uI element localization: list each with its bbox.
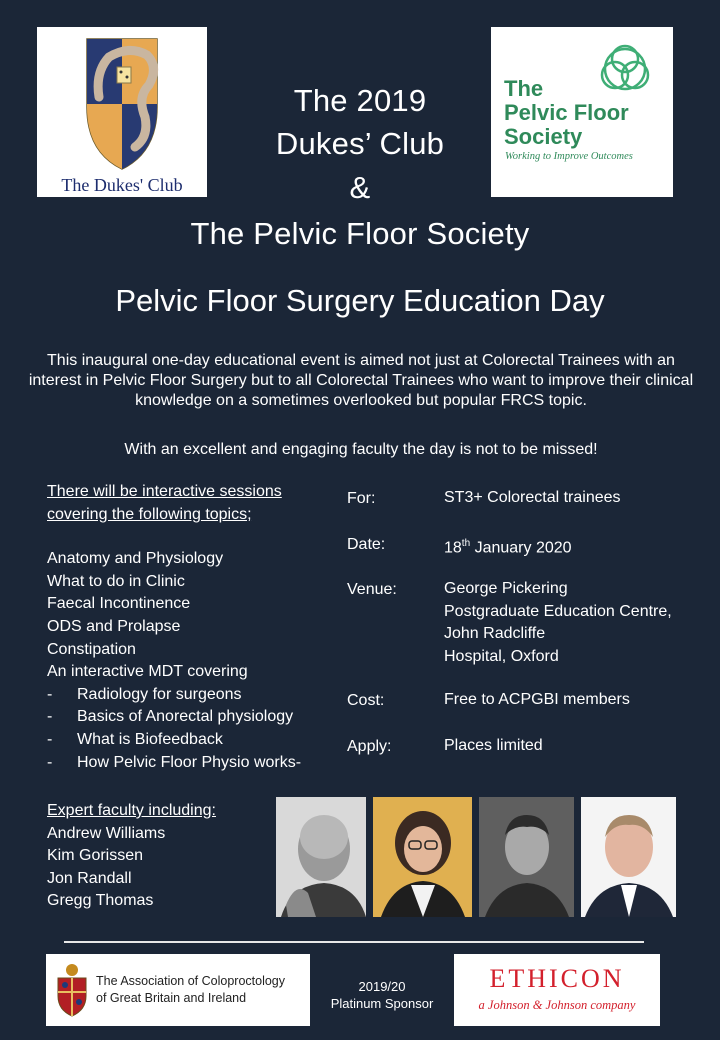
cost-label: Cost: bbox=[347, 692, 385, 709]
faculty-photo-1 bbox=[276, 797, 366, 917]
ethicon-logo bbox=[454, 954, 660, 1026]
for-value: ST3+ Colorectal trainees bbox=[444, 489, 621, 506]
topic-subitem: - What is Biofeedback bbox=[47, 730, 223, 748]
topics-section bbox=[47, 481, 337, 774]
person-icon bbox=[276, 797, 366, 917]
apply-label: Apply: bbox=[347, 738, 392, 755]
pelvic-logo-tagline: Working to Improve Outcomes bbox=[505, 151, 633, 162]
topic-item: Faecal Incontinence bbox=[47, 595, 191, 613]
topic-item: What to do in Clinic bbox=[47, 572, 185, 590]
event-title: Pelvic Floor Surgery Education Day bbox=[115, 283, 605, 318]
faculty-photo-3 bbox=[479, 797, 574, 917]
faculty-photo-2 bbox=[373, 797, 472, 917]
faculty-heading: Expert faculty including: bbox=[47, 802, 216, 819]
intro-paragraph: This inaugural one-day educational event is aimed not just at Colorectal Trainees with an interest in Pelvic Floor Surgery but to all Colorectal Trainees who want to improve their clinical knowledge on a sometimes overlooked but popular FRCS topic. bbox=[28, 352, 694, 409]
topic-item: Anatomy and Physiology bbox=[47, 550, 224, 568]
topic-item: ODS and Prolapse bbox=[47, 617, 181, 635]
topic-item: An interactive MDT covering bbox=[47, 663, 248, 681]
header-line-4: The Pelvic Floor Society bbox=[190, 216, 530, 251]
pelvic-logo-line3: Society bbox=[504, 124, 583, 149]
date-label: Date: bbox=[347, 536, 386, 553]
faculty-photo-4 bbox=[581, 797, 676, 917]
divider bbox=[64, 941, 644, 943]
dukes-club-caption: The Dukes' Club bbox=[61, 175, 183, 195]
ethicon-tagline: a Johnson & Johnson company bbox=[478, 998, 636, 1012]
acpgbi-crest-icon bbox=[54, 962, 90, 1018]
header-line-1: The 2019 bbox=[293, 83, 427, 118]
topic-subitem: - Basics of Anorectal physiology bbox=[47, 708, 294, 726]
person-icon bbox=[373, 797, 472, 917]
topic-subitem: - How Pelvic Floor Physio works- bbox=[47, 753, 302, 771]
header-line-2: Dukes’ Club bbox=[275, 126, 445, 161]
venue-value: George Pickering Postgraduate Education Centre, John Radcliffe Hospital, Oxford bbox=[444, 580, 672, 665]
faculty-member: Kim Gorissen bbox=[47, 847, 144, 865]
topic-subitem: - Radiology for surgeons bbox=[47, 685, 242, 703]
intro-tagline: With an excellent and engaging faculty the day is not to be missed! bbox=[124, 441, 598, 458]
topics-heading-line1: There will be interactive sessions bbox=[47, 483, 282, 500]
person-icon bbox=[479, 797, 574, 917]
pelvic-logo-line2: Pelvic Floor bbox=[504, 100, 629, 125]
topic-item: Constipation bbox=[47, 640, 136, 658]
for-label: For: bbox=[347, 490, 376, 507]
header-line-3: & bbox=[349, 170, 371, 205]
faculty-member: Gregg Thomas bbox=[47, 892, 154, 910]
person-icon bbox=[581, 797, 676, 917]
sponsor-year: 2019/20 bbox=[358, 979, 406, 994]
sponsor-level: Platinum Sponsor bbox=[330, 996, 434, 1011]
sponsor-label bbox=[314, 978, 450, 1012]
faculty-section bbox=[47, 800, 216, 913]
date-value: 18th January 2020 bbox=[444, 538, 572, 557]
apply-value: Places limited bbox=[444, 737, 543, 754]
ethicon-name: ETHICON bbox=[489, 964, 625, 993]
faculty-member: Jon Randall bbox=[47, 869, 132, 887]
venue-label: Venue: bbox=[347, 581, 397, 598]
faculty-member: Andrew Williams bbox=[47, 824, 166, 842]
acpgbi-line1: The Association of Coloproctology bbox=[96, 974, 285, 988]
acpgbi-logo bbox=[46, 954, 310, 1026]
pelvic-logo-line1: The bbox=[504, 76, 544, 101]
cost-value: Free to ACPGBI members bbox=[444, 691, 630, 708]
topics-heading-line2: covering the following topics; bbox=[47, 505, 252, 523]
acpgbi-line2: of Great Britain and Ireland bbox=[96, 991, 247, 1005]
